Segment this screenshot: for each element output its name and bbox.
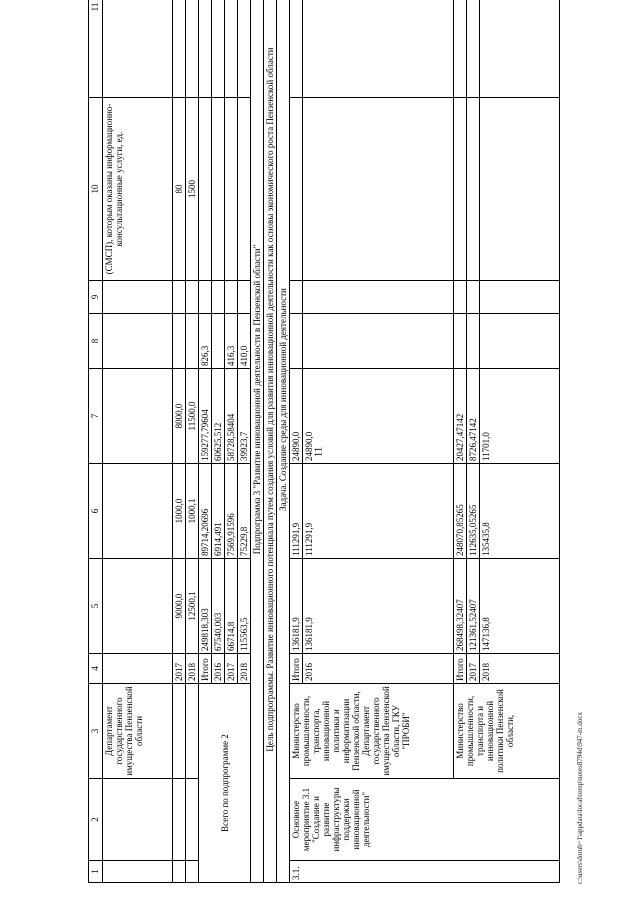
cell-empty bbox=[467, 98, 480, 281]
value-cell: 115563,5 bbox=[238, 559, 251, 654]
measure-number: 3.1. bbox=[290, 861, 560, 883]
cell-empty bbox=[199, 0, 212, 98]
indicator-value: 80 bbox=[173, 98, 186, 281]
value-cell: 416,3 bbox=[225, 314, 238, 369]
header-cell: 4 bbox=[89, 654, 103, 684]
value-cell: 60625,512 bbox=[212, 369, 225, 464]
cell-empty bbox=[454, 314, 467, 369]
cell-empty bbox=[173, 779, 186, 861]
year-cell: 2016 bbox=[212, 654, 225, 684]
cell-empty bbox=[238, 0, 251, 98]
cell-empty bbox=[238, 281, 251, 314]
measure-row bbox=[290, 0, 303, 883]
year-row bbox=[173, 0, 186, 883]
cell-empty bbox=[225, 98, 238, 281]
indicator-value: 1500 bbox=[186, 98, 199, 281]
value-cell: 6914,491 bbox=[212, 464, 225, 559]
value-cell: 1000,0 bbox=[173, 464, 186, 559]
cell-empty bbox=[103, 0, 173, 98]
value-cell: 58728,58404 bbox=[225, 369, 238, 464]
value-cell: 248070,85265 bbox=[454, 464, 467, 559]
value-cell: 11500,0 bbox=[186, 369, 199, 464]
header-row bbox=[89, 0, 103, 883]
cell-empty bbox=[480, 314, 560, 369]
year-cell: Итого bbox=[199, 654, 212, 684]
executor-cell: Министерство промышленности, транспорта, инновационной политики и информатизации Пензенской области, Департамент государственного имущества Пензенской области, ГКУ "ПРОБИ" bbox=[290, 684, 454, 779]
header-cell: 9 bbox=[89, 281, 103, 314]
executor-cell: Министерство промышленности, транспорта и инновационной политики Пензенской области, bbox=[454, 684, 560, 779]
cell-empty bbox=[103, 654, 173, 684]
year-cell: 2018 bbox=[238, 654, 251, 684]
value-cell bbox=[186, 314, 199, 369]
measure-row bbox=[454, 0, 467, 883]
cell-empty bbox=[186, 779, 199, 861]
subprogram-row bbox=[251, 0, 264, 883]
cell-empty bbox=[480, 98, 560, 281]
value-cell: 147136,8 bbox=[480, 559, 560, 654]
value-cell: 112635,05265 bbox=[467, 464, 480, 559]
cell-empty bbox=[103, 369, 173, 464]
cell-empty bbox=[103, 779, 173, 861]
year-row bbox=[186, 0, 199, 883]
total-row bbox=[199, 0, 212, 883]
value-cell: 12500,1 bbox=[186, 559, 199, 654]
value-cell: 66714,8 bbox=[225, 559, 238, 654]
value-cell: 8000,0 bbox=[173, 369, 186, 464]
value-cell: 39923,7 bbox=[238, 369, 251, 464]
cell-empty bbox=[199, 98, 212, 281]
header-cell: 2 bbox=[89, 779, 103, 861]
cell-empty bbox=[467, 314, 480, 369]
cell-empty bbox=[303, 281, 454, 314]
cell-empty bbox=[186, 281, 199, 314]
year-cell: 2017 bbox=[467, 654, 480, 684]
cell-empty bbox=[186, 861, 199, 883]
cell-empty bbox=[238, 98, 251, 281]
cell-empty bbox=[103, 464, 173, 559]
value-cell: 7569,91596 bbox=[225, 464, 238, 559]
measure-name: Основное мероприятие 3.1 "Создание и развитие инфраструктуры поддержки инновационной деятельности" bbox=[290, 779, 560, 861]
cell-empty bbox=[454, 0, 467, 98]
year-cell: 2018 bbox=[480, 654, 560, 684]
year-cell: 2016 bbox=[303, 654, 454, 684]
value-cell: 268498,32407 bbox=[454, 559, 467, 654]
cell-empty bbox=[103, 861, 173, 883]
total-label: Всего по подпрограмме 2 bbox=[199, 684, 251, 883]
cell-empty bbox=[173, 281, 186, 314]
year-cell: Итого bbox=[290, 654, 303, 684]
value-cell: 9000,0 bbox=[173, 559, 186, 654]
value-cell: 11701,0 bbox=[480, 369, 560, 464]
header-cell: 8 bbox=[89, 314, 103, 369]
cell-empty bbox=[225, 0, 238, 98]
cell-empty bbox=[454, 98, 467, 281]
value-cell: 410,0 bbox=[238, 314, 251, 369]
year-cell: 2017 bbox=[225, 654, 238, 684]
subprogram-title: Подпрограмма 3 "Развитие инновационной деятельности в Пензенской области" bbox=[251, 0, 264, 883]
value-cell: 75229,8 bbox=[238, 464, 251, 559]
executor-cell: Департамент государственного имущества Пензенской области bbox=[103, 684, 173, 779]
cell-empty bbox=[290, 281, 303, 314]
cell-empty bbox=[199, 281, 212, 314]
value-cell: 159277,79604 bbox=[199, 369, 212, 464]
value-cell: 89714,20696 bbox=[199, 464, 212, 559]
value-cell bbox=[212, 314, 225, 369]
cell-empty bbox=[212, 281, 225, 314]
header-cell: 10 bbox=[89, 98, 103, 281]
header-cell: 5 bbox=[89, 559, 103, 654]
subprogram-goal: Цель подпрограммы. Развитие инновационного потенциала путем создания условий для развития инновационной деятельности как основы экономического роста Пензенской области bbox=[264, 0, 277, 883]
cell-empty bbox=[173, 684, 186, 779]
value-cell: 135435,8 bbox=[480, 464, 560, 559]
header-cell: 3 bbox=[89, 684, 103, 779]
goal-row bbox=[264, 0, 277, 883]
value-cell: 1000,1 bbox=[186, 464, 199, 559]
cell-empty bbox=[103, 314, 173, 369]
cell-empty bbox=[186, 684, 199, 779]
value-cell: 826,3 bbox=[199, 314, 212, 369]
task-row bbox=[277, 0, 290, 883]
cell-empty bbox=[212, 98, 225, 281]
value-cell: 24890,0 bbox=[303, 369, 454, 464]
value-cell: 136181,9 bbox=[303, 559, 454, 654]
year-cell: 2017 bbox=[173, 654, 186, 684]
program-table bbox=[88, 0, 560, 883]
indicator-cell: (СМСП), которым оказаны информационно-консультационные услуги, ед. bbox=[103, 98, 173, 281]
value-cell: 8726,47142 bbox=[467, 369, 480, 464]
cell-empty bbox=[467, 0, 480, 98]
value-cell: 249818,303 bbox=[199, 559, 212, 654]
value-cell: 111291,9 bbox=[303, 464, 454, 559]
cell-empty bbox=[103, 281, 173, 314]
cell-empty bbox=[303, 98, 454, 281]
cell-empty bbox=[290, 314, 303, 369]
cell-empty bbox=[173, 0, 186, 98]
rotated-table-wrapper bbox=[88, 2, 515, 883]
value-cell bbox=[173, 314, 186, 369]
cell-empty bbox=[225, 281, 238, 314]
cell-empty bbox=[290, 0, 303, 98]
cell-empty bbox=[290, 98, 303, 281]
page-number: 11 bbox=[312, 446, 325, 458]
year-cell: Итого bbox=[454, 654, 467, 684]
cell-empty bbox=[303, 314, 454, 369]
header-cell: 6 bbox=[89, 464, 103, 559]
value-cell: 111291,9 bbox=[290, 464, 303, 559]
header-cell: 7 bbox=[89, 369, 103, 464]
cell-empty bbox=[212, 0, 225, 98]
cell-empty bbox=[480, 281, 560, 314]
value-cell: 20427,47142 bbox=[454, 369, 467, 464]
subprogram-task: Задача. Создание среды для инновационной деятельности bbox=[277, 0, 290, 883]
value-cell: 136181,9 bbox=[290, 559, 303, 654]
value-cell: 67540,003 bbox=[212, 559, 225, 654]
table-stage bbox=[88, 2, 515, 883]
cell-empty bbox=[103, 559, 173, 654]
value-cell: 121361,52407 bbox=[467, 559, 480, 654]
header-cell: 1 bbox=[89, 861, 103, 883]
continuation-row bbox=[103, 0, 173, 883]
header-cell: 11 bbox=[89, 0, 103, 98]
year-cell: 2018 bbox=[186, 654, 199, 684]
cell-empty bbox=[186, 0, 199, 98]
cell-empty bbox=[173, 861, 186, 883]
cell-empty bbox=[480, 0, 560, 98]
cell-empty bbox=[467, 281, 480, 314]
cell-empty bbox=[454, 281, 467, 314]
file-path-footer: c:\users\dorub~1\appdata\local\temp\notes8794d\947-m.docx bbox=[576, 712, 584, 884]
value-cell: 24890,0 bbox=[290, 369, 303, 464]
cell-empty bbox=[303, 0, 454, 98]
